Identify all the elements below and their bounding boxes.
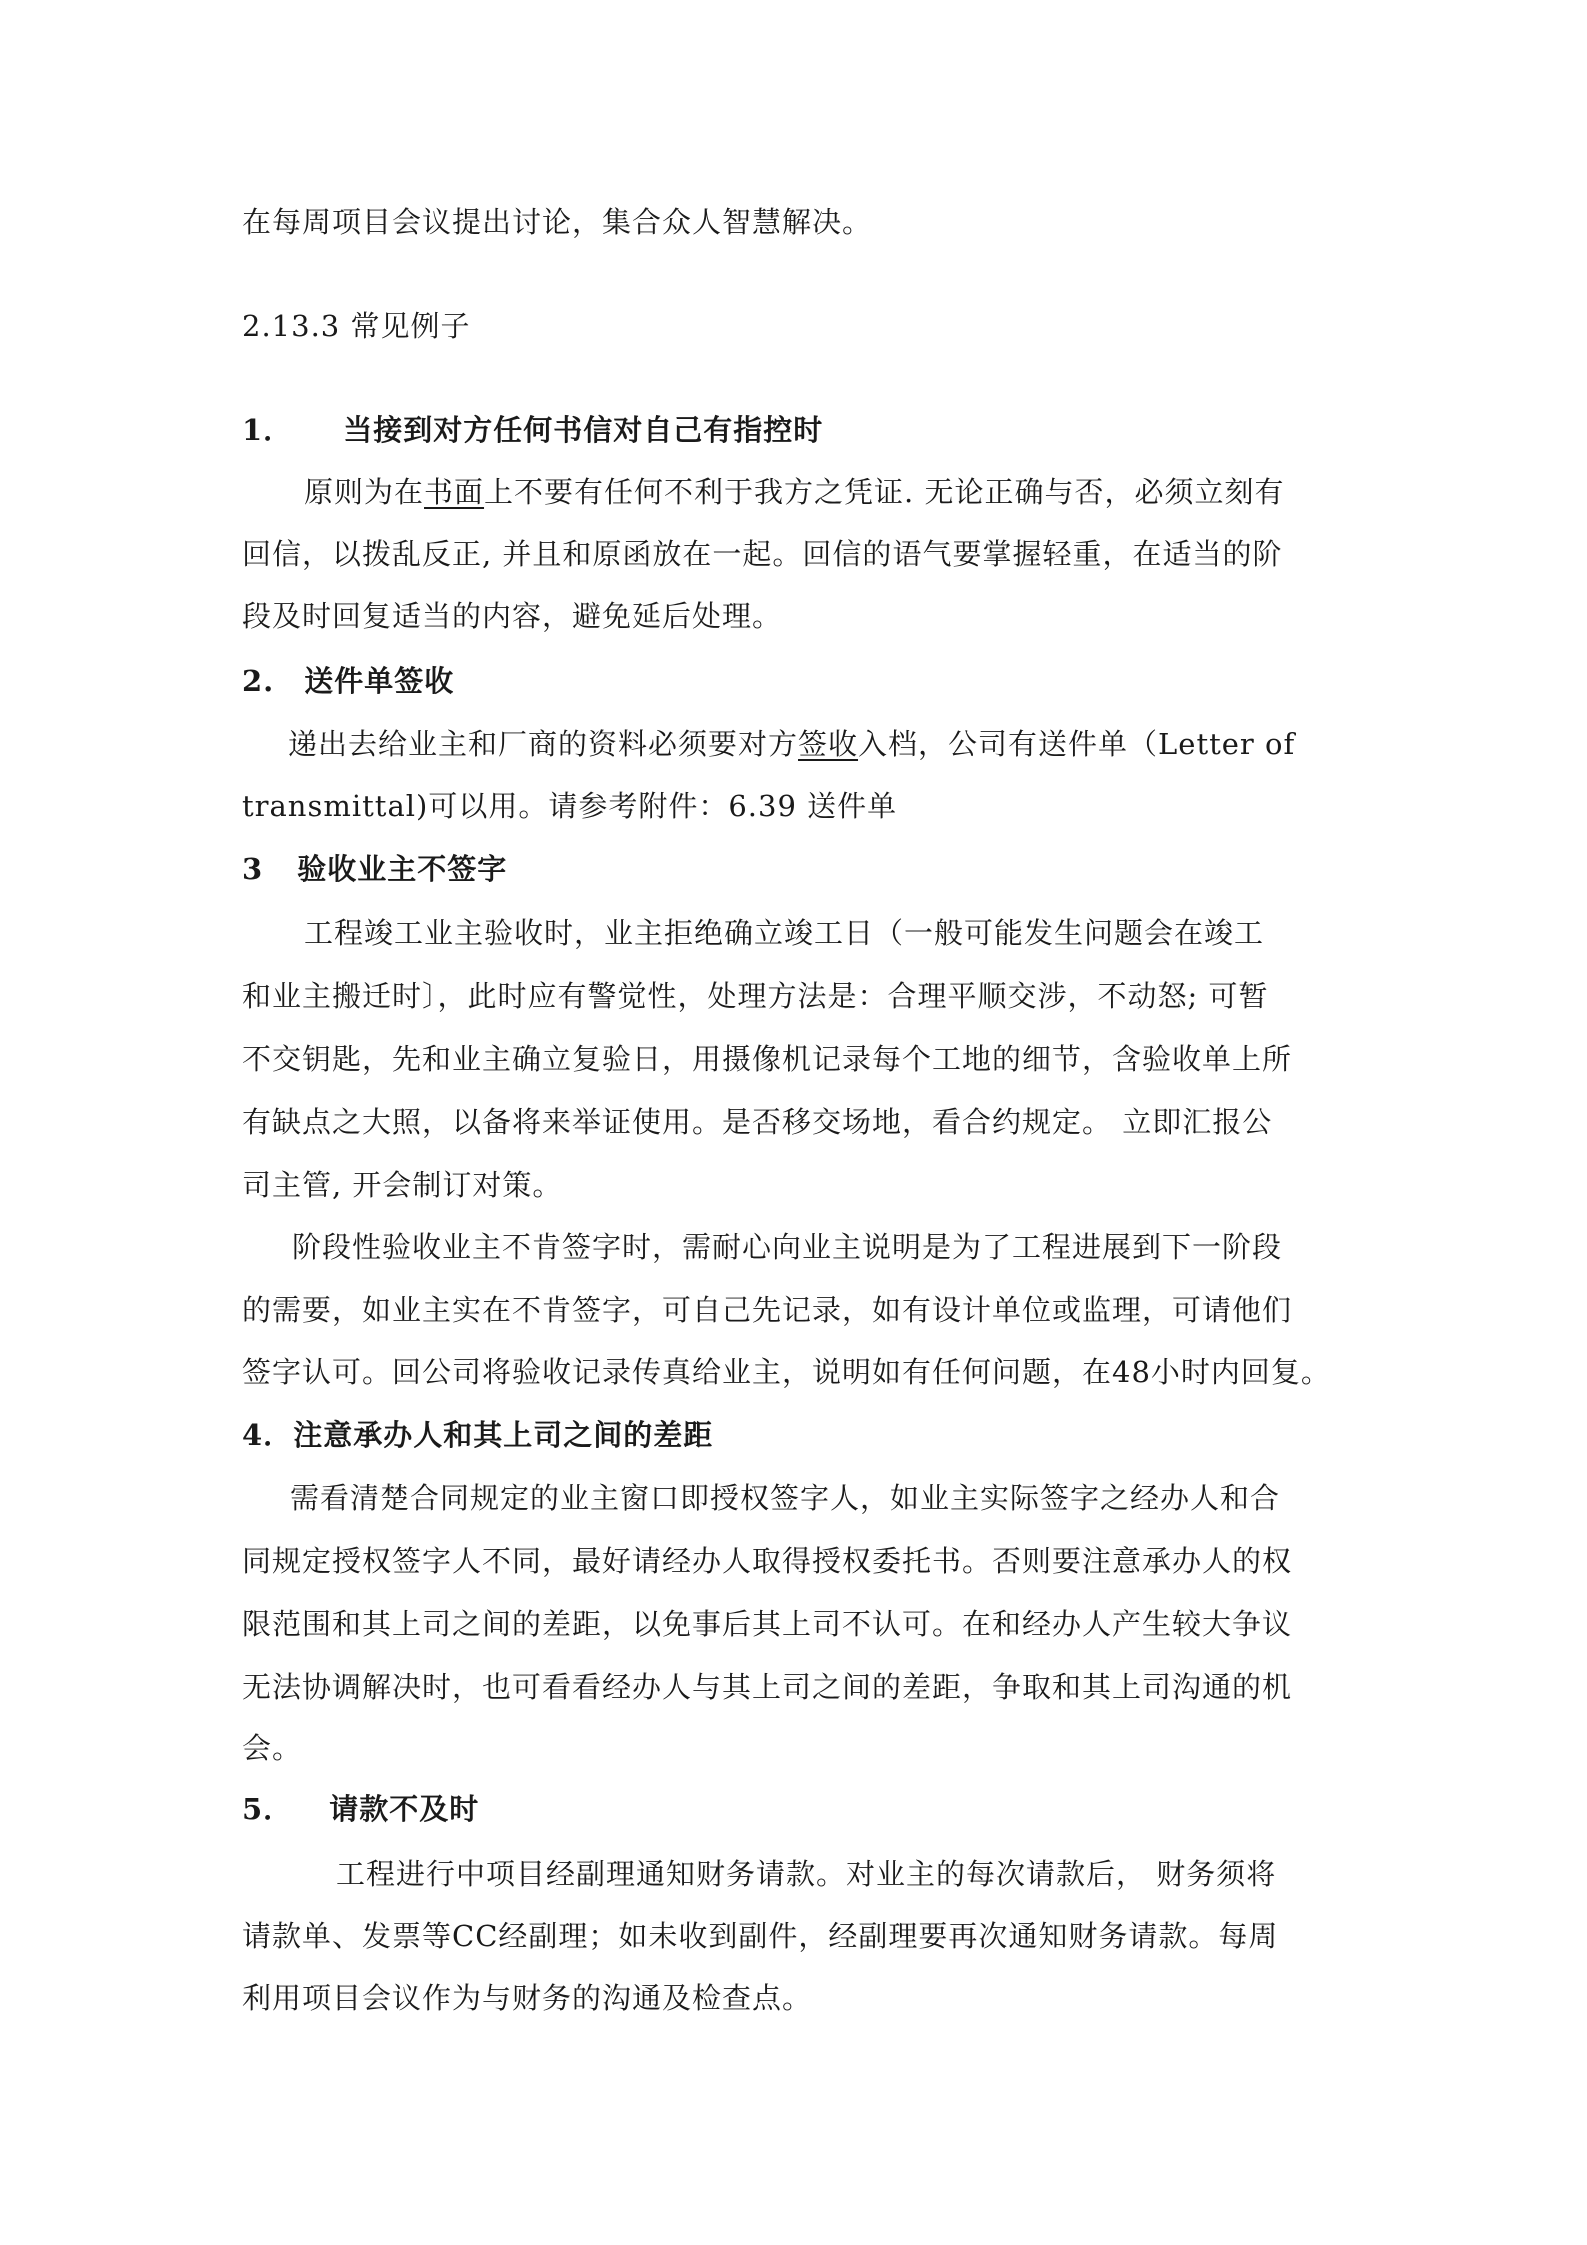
item-1-heading: [242, 410, 1352, 450]
item-1-paragraph-line-1: [242, 472, 1352, 512]
item-3-line-2: 和业主搬迁时〕，此时应有警觉性，处理方法是：合理平顺交涉，不动怒; 可暂: [242, 979, 1269, 1013]
item-2-number: 2.: [242, 664, 275, 698]
item-5-line-1: 工程进行中项目经副理通知财务请款。对业主的每次请款后， 财务须将: [336, 1857, 1277, 1891]
item-1-paragraph-line-3: 段及时回复适当的内容，避免延后处理。: [242, 599, 783, 633]
item-5-heading: [242, 1789, 1352, 1829]
item-4-line-3: 限范围和其上司之间的差距，以免事后其上司不认可。在和经办人产生较大争议: [242, 1607, 1293, 1641]
intro-line: 在每周项目会议提出讨论，集合众人智慧解决。: [242, 205, 873, 239]
item-2-underlined: 签收: [798, 727, 859, 761]
item-3-line-5: 司主管, 开会制订对策。: [242, 1168, 563, 1202]
item-4-number: 4．: [242, 1418, 294, 1452]
item-5-line-3: 利用项目会议作为与财务的沟通及检查点。: [242, 1981, 813, 2015]
item-4-line-4: 无法协调解决时，也可看看经办人与其上司之间的差距，争取和其上司沟通的机: [242, 1670, 1293, 1704]
item-2-text-b: 入档，公司有送件单（Letter of: [858, 727, 1296, 761]
item-5-title: 请款不及时: [329, 1792, 480, 1826]
item-4-line-1: 需看清楚合同规定的业主窗口即授权签字人，如业主实际签字之经办人和合: [290, 1481, 1281, 1515]
item-3-line-6: 阶段性验收业主不肯签字时，需耐心向业主说明是为了工程进展到下一阶段: [292, 1230, 1283, 1264]
item-2-paragraph-line-2: transmittal)可以用。请参考附件：6.39 送件单: [242, 789, 898, 823]
item-2-title: 送件单签收: [304, 664, 455, 698]
item-3-title: 验收业主不签字: [297, 852, 508, 886]
item-3-line-3: 不交钥匙，先和业主确立复验日，用摄像机记录每个工地的细节，含验收单上所: [242, 1042, 1293, 1076]
item-1-text-b: 上不要有任何不利于我方之凭证. 无论正确与否，必须立刻有: [484, 475, 1285, 509]
item-5-line-2: 请款单、发票等CC经副理；如未收到副件，经副理要再次通知财务请款。每周: [242, 1919, 1279, 1953]
item-4-line-5: 会。: [242, 1731, 303, 1765]
item-1-number: 1．: [242, 413, 294, 447]
item-5-number: 5．: [242, 1792, 294, 1826]
item-1-text-a: 原则为在: [304, 475, 425, 509]
item-4-title: 注意承办人和其上司之间的差距: [293, 1418, 714, 1452]
item-3-line-7: 的需要，如业主实在不肯签字，可自己先记录，如有设计单位或监理，可请他们: [242, 1293, 1293, 1327]
item-3-heading: [242, 849, 1352, 889]
item-1-underlined: 书面: [424, 475, 485, 509]
item-2-text-a: 递出去给业主和厂商的资料必须要对方: [288, 727, 799, 761]
item-4-line-2: 同规定授权签字人不同，最好请经办人取得授权委托书。否则要注意承办人的权: [242, 1544, 1293, 1578]
item-3-line-8: 签字认可。回公司将验收记录传真给业主，说明如有任何问题，在48小时内回复。: [242, 1355, 1331, 1389]
item-3-line-4: 有缺点之大照，以备将来举证使用。是否移交场地，看合约规定。 立即汇报公: [242, 1105, 1273, 1139]
item-3-number: 3: [242, 852, 264, 886]
item-3-line-1: 工程竣工业主验收时，业主拒绝确立竣工日（一般可能发生问题会在竣工: [304, 916, 1265, 950]
item-1-paragraph-line-2: 回信，以拨乱反正, 并且和原函放在一起。回信的语气要掌握轻重，在适当的阶: [242, 537, 1283, 571]
item-2-heading: [242, 661, 1352, 701]
item-1-title: 当接到对方任何书信对自己有指控时: [343, 413, 824, 447]
item-4-heading: [242, 1415, 1352, 1455]
section-heading: 2.13.3 常见例子: [242, 309, 471, 343]
item-2-paragraph-line-1: [242, 724, 1352, 764]
